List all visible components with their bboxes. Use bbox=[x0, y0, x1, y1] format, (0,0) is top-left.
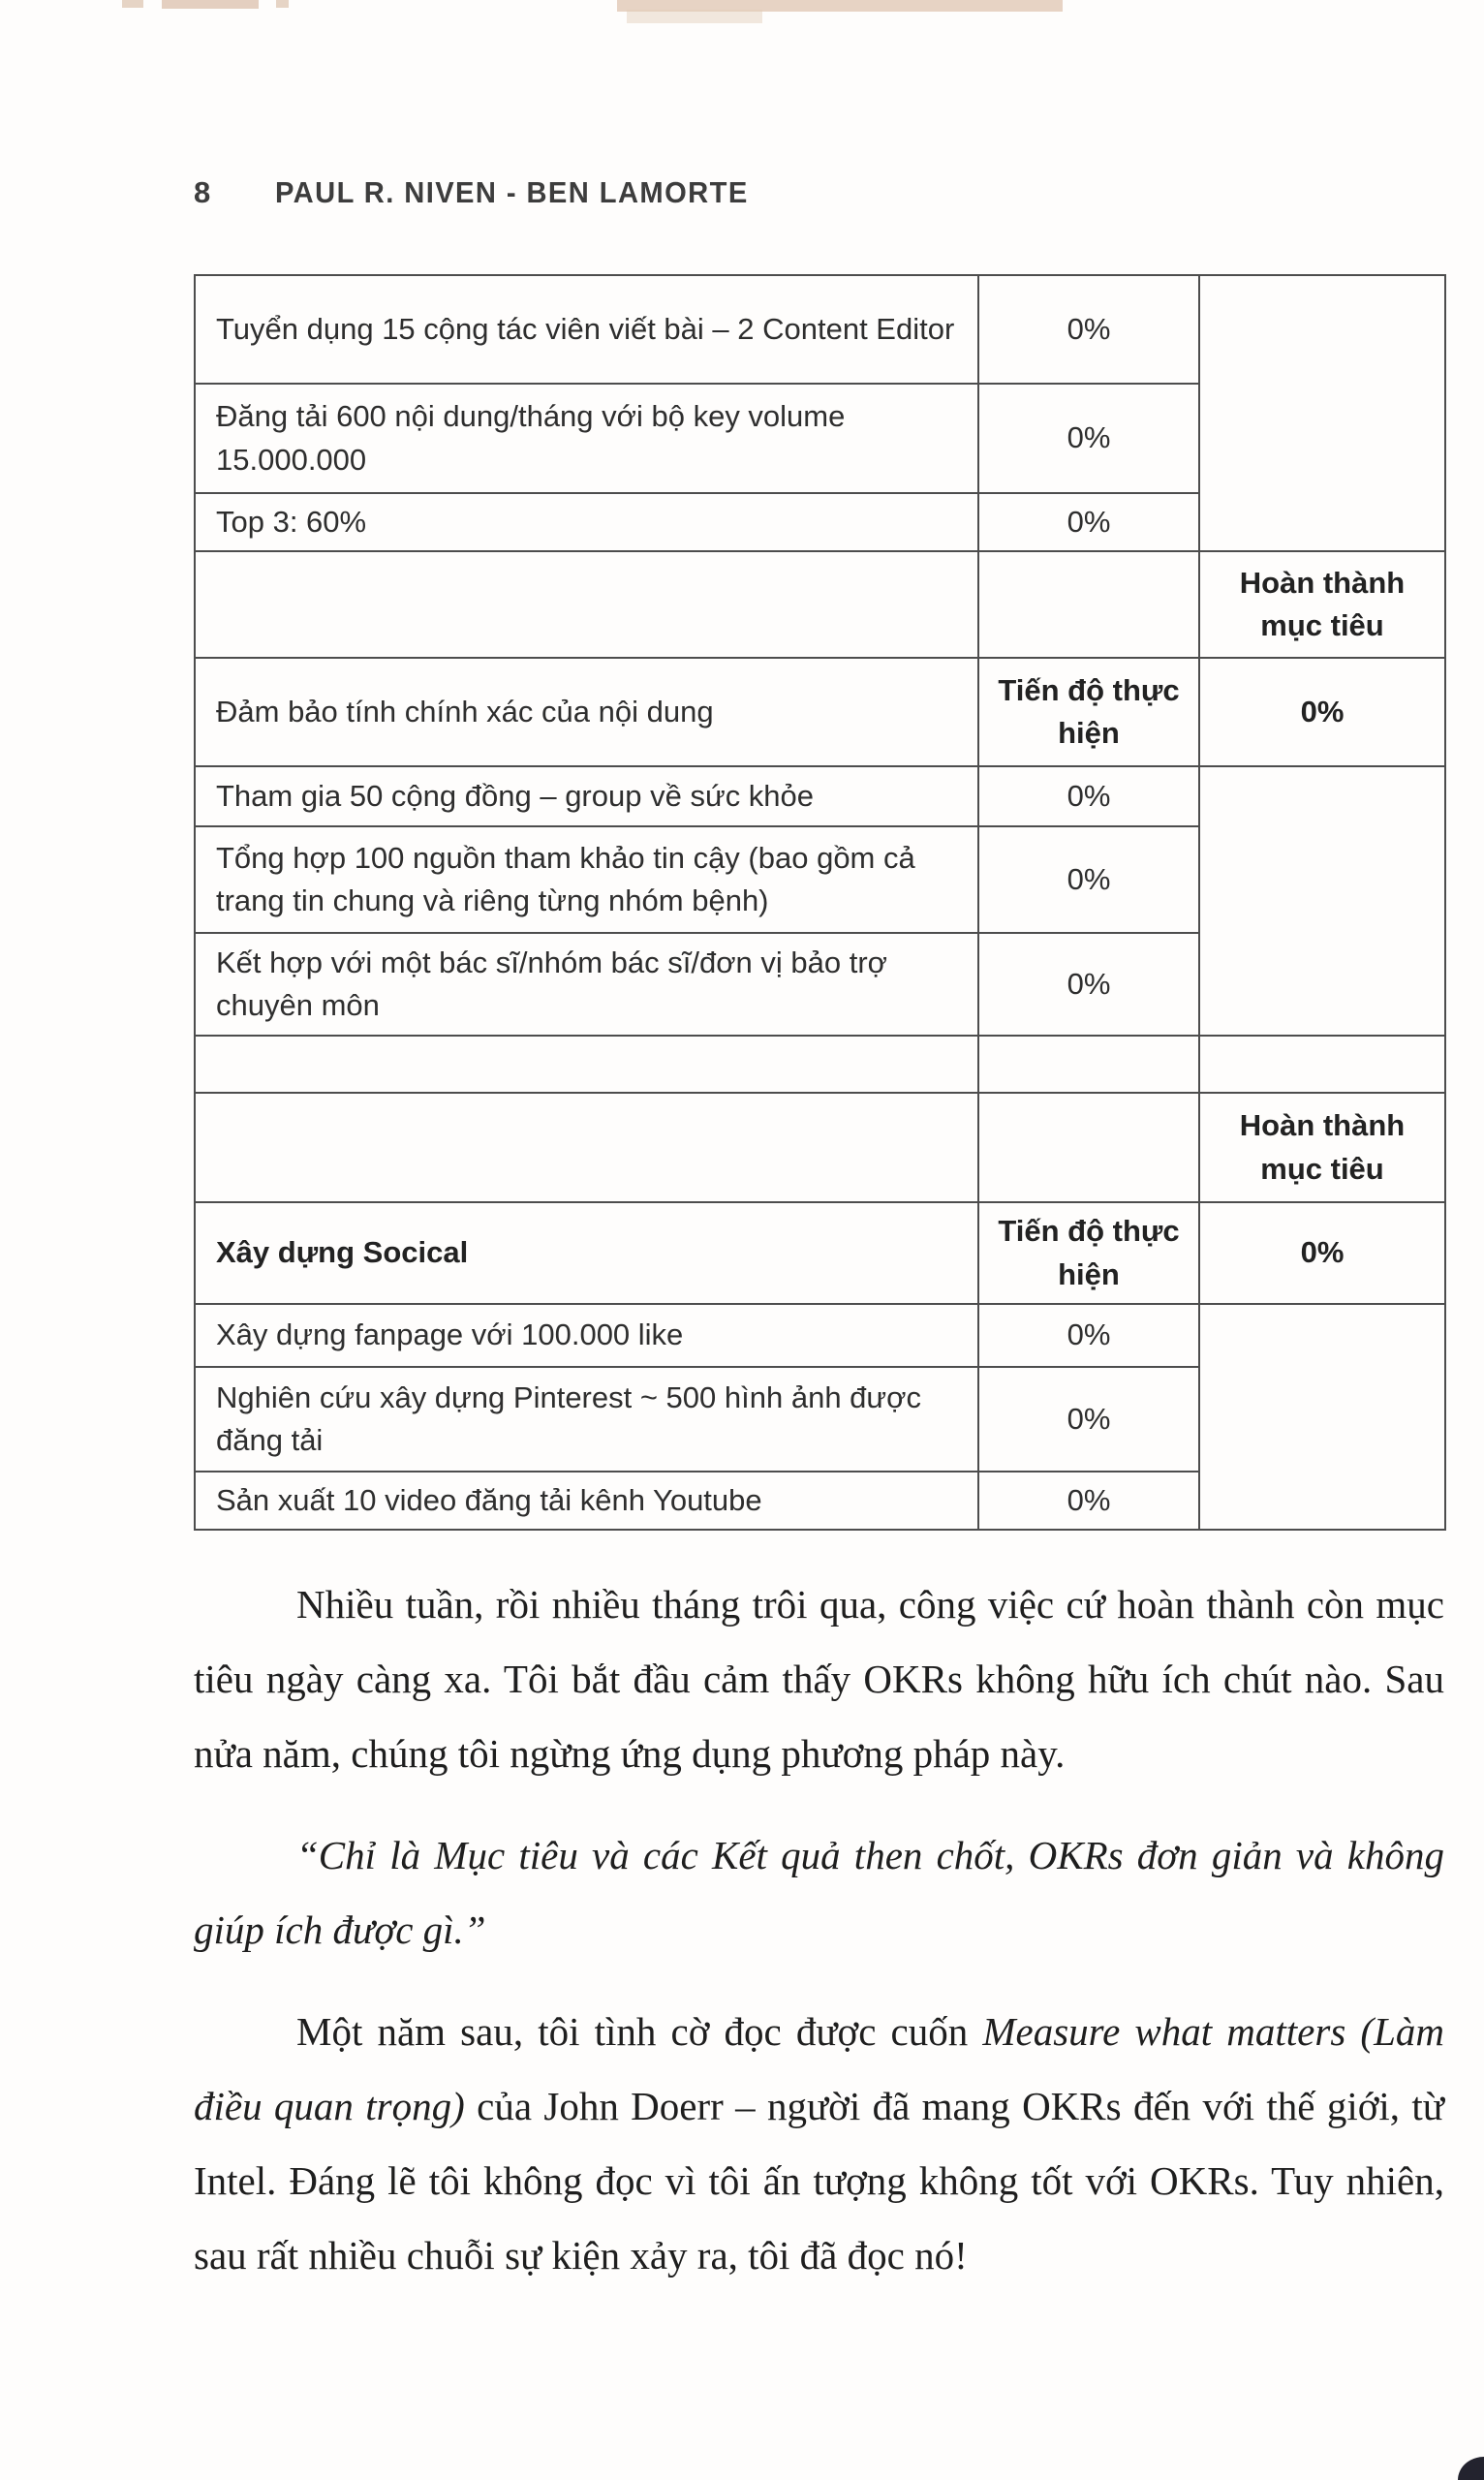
table-cell bbox=[1199, 1036, 1445, 1093]
table-cell: Tham gia 50 cộng đồng – group về sức khỏe bbox=[195, 766, 978, 826]
table-row bbox=[195, 1093, 1445, 1202]
body-text bbox=[194, 1567, 1444, 2320]
table-cell bbox=[978, 551, 1199, 658]
scan-artifact bbox=[162, 0, 259, 9]
table-cell: 0% bbox=[978, 933, 1199, 1036]
paragraph bbox=[194, 1567, 1444, 1791]
table-cell: 0% bbox=[1199, 1202, 1445, 1304]
table-cell: Tiến độ thực hiện bbox=[978, 1202, 1199, 1304]
table-cell bbox=[1199, 275, 1445, 551]
text-run: Một năm sau, tôi tình cờ đọc được cuốn bbox=[296, 2009, 983, 2054]
text-run: của John Doerr – người đã mang OKRs đến với thế giới, từ Intel. Đáng lẽ tôi không đọc vì tôi ấn tượng không tốt với OKRs. Tuy nhiên, sau rất nhiều chuỗi sự kiện xảy ra, tôi đã đọc nó! bbox=[194, 2084, 1444, 2278]
table-cell: Sản xuất 10 video đăng tải kênh Youtube bbox=[195, 1472, 978, 1530]
table-cell: Hoàn thành mục tiêu bbox=[1199, 1093, 1445, 1202]
table-row bbox=[195, 551, 1445, 658]
table-cell: 0% bbox=[978, 826, 1199, 933]
table-cell: 0% bbox=[978, 766, 1199, 826]
table-row bbox=[195, 1036, 1445, 1093]
page-header bbox=[194, 175, 779, 210]
table-cell bbox=[1199, 766, 1445, 1036]
page-number: 8 bbox=[194, 175, 212, 209]
table-row bbox=[195, 658, 1445, 766]
table-cell bbox=[978, 1093, 1199, 1202]
table-cell: Kết hợp với một bác sĩ/nhóm bác sĩ/đơn vị bảo trợ chuyên môn bbox=[195, 933, 978, 1036]
table-cell: Đăng tải 600 nội dung/tháng với bộ key volume 15.000.000 bbox=[195, 384, 978, 493]
scan-artifact bbox=[617, 0, 1063, 12]
table-cell bbox=[195, 551, 978, 658]
table-row bbox=[195, 1304, 1445, 1367]
scan-artifact bbox=[627, 10, 762, 23]
table-cell: Nghiên cứu xây dựng Pinterest ~ 500 hình ảnh được đăng tải bbox=[195, 1367, 978, 1472]
table-cell: Xây dựng fanpage với 100.000 like bbox=[195, 1304, 978, 1367]
table-cell: 0% bbox=[1199, 658, 1445, 766]
table-cell bbox=[1199, 1304, 1445, 1530]
italic-text: Measure what matters bbox=[982, 2009, 1346, 2054]
table-cell bbox=[978, 1036, 1199, 1093]
page-corner-shadow bbox=[1458, 2457, 1484, 2480]
table-cell bbox=[195, 1036, 978, 1093]
table-cell: Đảm bảo tính chính xác của nội dung bbox=[195, 658, 978, 766]
paragraph bbox=[194, 1995, 1444, 2293]
table-row bbox=[195, 275, 1445, 384]
table-row bbox=[195, 766, 1445, 826]
table-cell: Tuyển dụng 15 cộng tác viên viết bài – 2 Content Editor bbox=[195, 275, 978, 384]
italic-text: (Làm điều quan trọng) bbox=[194, 2009, 1444, 2128]
table-cell: Hoàn thành mục tiêu bbox=[1199, 551, 1445, 658]
italic-text: “Chỉ là Mục tiêu và các Kết quả then chốt, OKRs đơn giản và không giúp ích được gì.” bbox=[194, 1833, 1444, 1952]
table-cell: 0% bbox=[978, 275, 1199, 384]
table-cell: Tiến độ thực hiện bbox=[978, 658, 1199, 766]
text-run: Nhiều tuần, rồi nhiều tháng trôi qua, công việc cứ hoàn thành còn mục tiêu ngày càng xa. Tôi bắt đầu cảm thấy OKRs không hữu ích chút nào. Sau nửa năm, chúng tôi ngừng ứng dụng phương pháp này. bbox=[194, 1582, 1444, 1776]
table-cell: Tổng hợp 100 nguồn tham khảo tin cậy (bao gồm cả trang tin chung và riêng từng nhóm bệnh) bbox=[195, 826, 978, 933]
text-run bbox=[1345, 2009, 1360, 2054]
scan-artifact bbox=[276, 0, 289, 8]
paragraph bbox=[194, 1818, 1444, 1968]
table-cell: 0% bbox=[978, 1472, 1199, 1530]
table-cell: Top 3: 60% bbox=[195, 493, 978, 551]
table-cell: 0% bbox=[978, 384, 1199, 493]
running-title: PAUL R. NIVEN - BEN LAMORTE bbox=[275, 175, 749, 209]
scan-artifact bbox=[122, 0, 143, 8]
table-cell: 0% bbox=[978, 1367, 1199, 1472]
table-cell: Xây dựng Socical bbox=[195, 1202, 978, 1304]
table-cell bbox=[195, 1093, 978, 1202]
table-cell: 0% bbox=[978, 1304, 1199, 1367]
okr-table bbox=[194, 274, 1446, 1531]
table-cell: 0% bbox=[978, 493, 1199, 551]
table-row bbox=[195, 1202, 1445, 1304]
